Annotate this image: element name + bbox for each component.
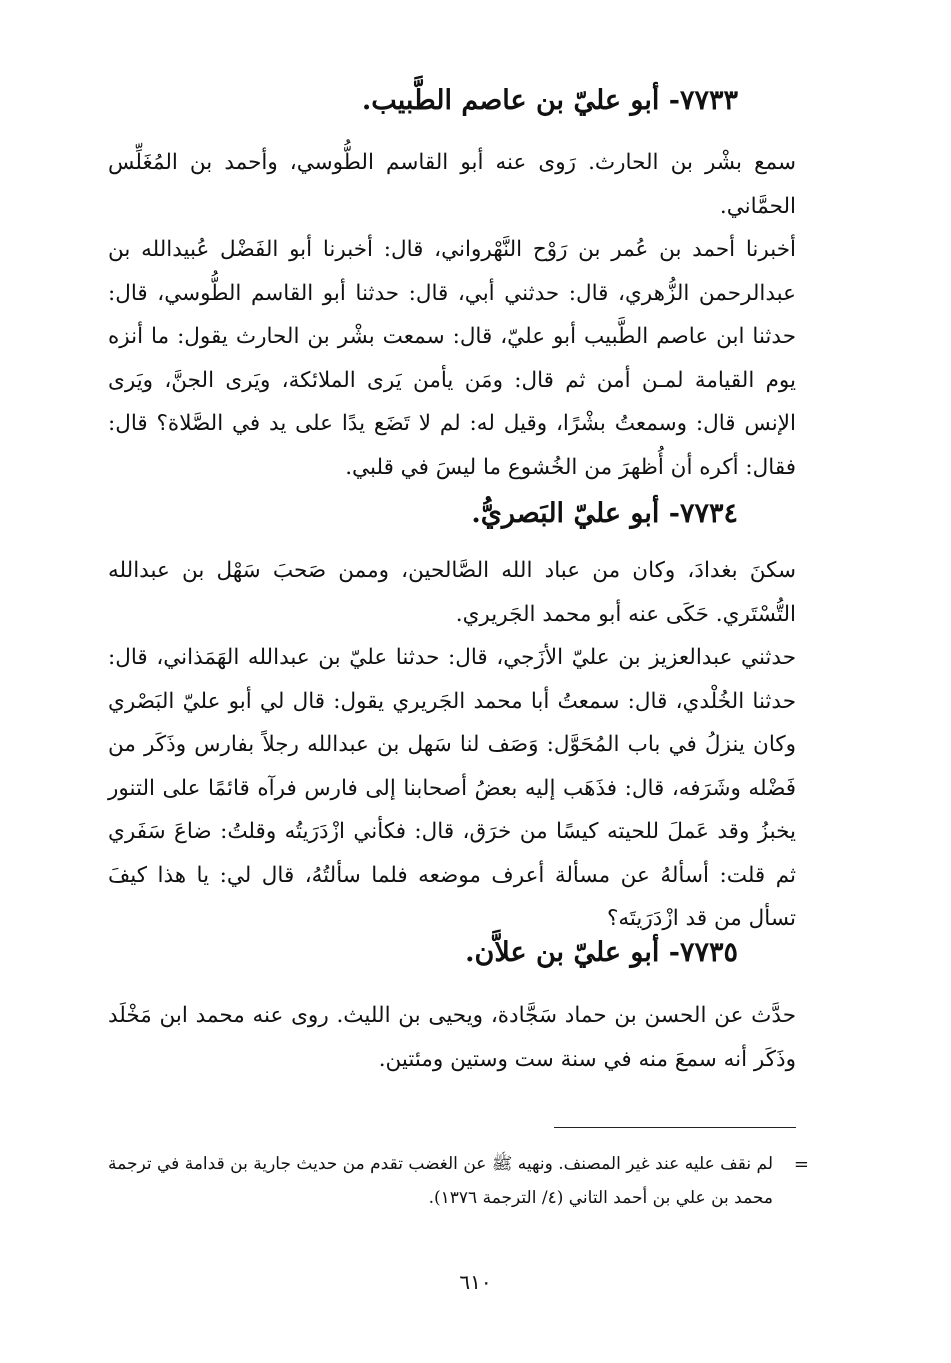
- entry-title-7733: ٧٧٣٣- أبو عليّ بن عاصم الطَّبيب.: [361, 85, 738, 116]
- entry-title-7734: ٧٧٣٤- أبو عليّ البَصريُّ.: [471, 498, 738, 529]
- entry-title-7735: ٧٧٣٥- أبو عليّ بن علاَّن.: [465, 937, 738, 968]
- entry-7734-paragraph-1: سكنَ بغدادَ، وكان من عباد الله الصَّالحين، وممن صَحبَ سَهْل بن عبدالله التُّسْتَري. حَكَى عنه أبو محمد الجَريري.: [108, 558, 796, 627]
- footnote-continuation-mark: =: [793, 1154, 809, 1175]
- footnote-separator: [554, 1127, 796, 1128]
- entry-7733-paragraph-1: سمع بشْر بن الحارث. رَوى عنه أبو القاسم الطُّوسي، وأحمد بن المُغَلِّس الحمَّاني.: [108, 150, 796, 219]
- footnote-text: لم نقف عليه عند غير المصنف. ونهيه ﷺ عن الغضب تقدم من حديث جارية بن قدامة في ترجمة محمد بن علي بن أحمد التاني (٤/ الترجمة ١٣٧٦).: [108, 1154, 773, 1208]
- page-number: ٦١٠: [459, 1270, 492, 1294]
- entry-7733-paragraph-2: أخبرنا أحمد بن عُمر بن رَوْح النَّهْرواني، قال: أخبرنا أبو الفَضْل عُبيدالله بن عبدالرحمن الزُّهري، قال: حدثني أبي، قال: حدثنا أبو القاسم الطُّوسي، قال: حدثنا ابن عاصم الطَّبيب أبو عليّ، قال: سمعت بشْر بن الحارث يقول: ما أنزه يوم القيامة لمـن أمن ثم قال: ومَن يأمن يَرى الملائكة، ويَرى الجنَّ، ويَرى الإنس قال: وسمعتُ بشْرًا، وقيل له: لم لا تَضَع يدًا على يد في الصَّلاة؟ قال: فقال: أكره أن أُظهرَ من الخُشوع ما ليسَ في قلبي.: [108, 237, 796, 480]
- entry-7735-paragraph-1: حدَّث عن الحسن بن حماد سَجَّادة، ويحيى بن الليث. روى عنه محمد ابن مَخْلَد وذَكَر أنه سمعَ منه في سنة ست وستين ومئتين.: [108, 1003, 796, 1072]
- entry-7734-paragraph-2: حدثني عبدالعزيز بن عليّ الأزَجي، قال: حدثنا عليّ بن عبدالله الهَمَذاني، قال: حدثنا الخُلْدي، قال: سمعتُ أبا محمد الجَريري يقول: قال لي أبو عليّ البَصْري وكان ينزلُ في باب المُحَوَّل: وَصَف لنا سَهل بن عبدالله رجلاً بفارس وذَكَر من فَضْله وشَرَفه، قال: فذَهَب إليه بعضُ أصحابنا إلى فارس فرآه قائمًا على التنور يخبزُ وقد عَملَ للحيته كيسًا من خرَق، قال: فكأني ازْدَرَيتُه وقلتُ: ضاعَ سَفَري ثم قلت: أسألهُ عن مسألة أعرف موضعه فلما سألتُهُ، قال لي: يا هذا كيفَ تسأل من قد ازْدَرَيتَه؟: [108, 645, 796, 931]
